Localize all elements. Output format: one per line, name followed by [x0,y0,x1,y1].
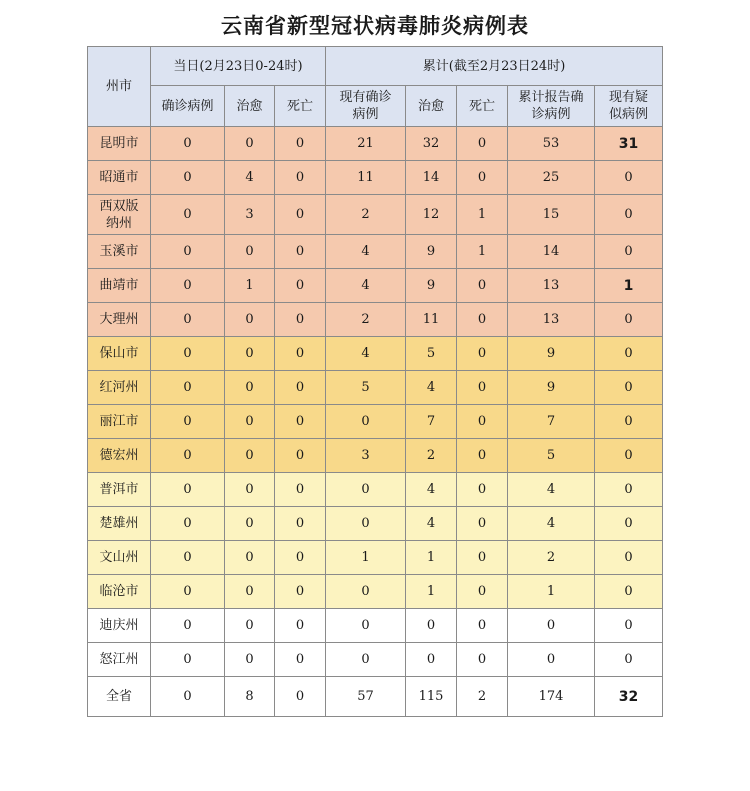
table-cell: 0 [225,643,275,677]
table-cell: 0 [225,337,275,371]
table-row [88,161,663,195]
table-cell: 1 [406,541,457,575]
table-cell: 174 [508,677,595,717]
table-cell: 0 [595,609,663,643]
table-cell: 0 [457,575,508,609]
table-cell: 0 [275,575,326,609]
table-cell: 0 [275,677,326,717]
table-cell: 9 [508,337,595,371]
table-cell: 0 [151,405,225,439]
table-cell: 0 [275,161,326,195]
table-cell: 0 [406,609,457,643]
table-cell: 11 [326,161,406,195]
table-cell: 8 [225,677,275,717]
table-cell: 2 [406,439,457,473]
table-cell: 0 [225,405,275,439]
table-cell: 9 [406,269,457,303]
table-cell: 0 [151,303,225,337]
table-cell: 4 [326,337,406,371]
table-cell: 0 [151,371,225,405]
table-row [88,405,663,439]
table-cell: 0 [595,643,663,677]
col-cum-cured: 治愈 [406,86,457,127]
page-title: 云南省新型冠状病毒肺炎病例表 [221,13,529,38]
table-cell: 31 [595,127,663,161]
region-name: 文山州 [88,541,151,575]
table-cell: 0 [225,541,275,575]
table-cell: 0 [595,575,663,609]
col-daily-cured: 治愈 [225,86,275,127]
region-name: 普洱市 [88,473,151,507]
table-row [88,473,663,507]
table-cell: 0 [595,303,663,337]
table-cell: 0 [275,235,326,269]
table-cell: 11 [406,303,457,337]
table-cell: 0 [225,507,275,541]
region-name: 曲靖市 [88,269,151,303]
table-row [88,575,663,609]
col-cum-confirmed: 累计报告确诊病例 [508,86,595,127]
table-cell: 32 [595,677,663,717]
table-cell: 0 [225,575,275,609]
table-cell: 0 [595,439,663,473]
region-name: 丽江市 [88,405,151,439]
table-cell: 0 [457,127,508,161]
table-row [88,507,663,541]
table-cell: 0 [508,609,595,643]
table-cell: 1 [326,541,406,575]
table-cell: 0 [275,269,326,303]
table-cell: 12 [406,195,457,235]
table-cell: 5 [508,439,595,473]
table-cell: 0 [275,643,326,677]
region-header: 州市 [88,47,151,127]
table-cell: 0 [457,507,508,541]
table-cell: 0 [275,303,326,337]
table-cell: 0 [151,337,225,371]
table-cell: 0 [326,609,406,643]
region-name: 西双版纳州 [88,195,151,235]
region-name: 红河州 [88,371,151,405]
table-cell: 0 [275,127,326,161]
table-cell: 0 [151,609,225,643]
table-cell: 25 [508,161,595,195]
table-cell: 57 [326,677,406,717]
table-cell: 5 [406,337,457,371]
table-cell: 0 [595,405,663,439]
table-cell: 0 [595,235,663,269]
table-row [88,127,663,161]
table-cell: 0 [326,473,406,507]
region-name: 昭通市 [88,161,151,195]
table-cell: 3 [225,195,275,235]
table-cell: 0 [275,195,326,235]
table-body [88,127,663,717]
table-row [88,235,663,269]
total-row [88,677,663,717]
table-cell: 0 [151,541,225,575]
table-cell: 0 [326,507,406,541]
daily-group-header: 当日(2月23日0-24时) [151,47,326,86]
table-row [88,609,663,643]
table-cell: 1 [457,195,508,235]
table-cell: 0 [595,371,663,405]
table-cell: 0 [151,235,225,269]
table-row [88,643,663,677]
table-row [88,541,663,575]
table-cell: 0 [595,195,663,235]
table-row [88,337,663,371]
table-cell: 0 [457,609,508,643]
table-cell: 13 [508,303,595,337]
table-cell: 9 [508,371,595,405]
table-cell: 0 [457,303,508,337]
table-cell: 0 [275,405,326,439]
table-cell: 0 [275,473,326,507]
table-cell: 0 [326,643,406,677]
table-cell: 1 [595,269,663,303]
table-cell: 0 [457,405,508,439]
table-cell: 4 [406,507,457,541]
table-cell: 0 [151,439,225,473]
table-cell: 4 [326,269,406,303]
table-row [88,269,663,303]
table-cell: 0 [151,643,225,677]
table-cell: 115 [406,677,457,717]
table-cell: 0 [225,439,275,473]
table-cell: 0 [275,371,326,405]
table-cell: 0 [151,473,225,507]
table-cell: 0 [595,161,663,195]
table-cell: 14 [406,161,457,195]
col-cum-deaths: 死亡 [457,86,508,127]
table-cell: 7 [508,405,595,439]
table-row [88,371,663,405]
table-cell: 0 [151,677,225,717]
table-cell: 13 [508,269,595,303]
region-name: 昆明市 [88,127,151,161]
table-cell: 0 [151,269,225,303]
table-row [88,439,663,473]
table-cell: 0 [151,507,225,541]
region-name: 保山市 [88,337,151,371]
table-cell: 7 [406,405,457,439]
region-name: 迪庆州 [88,609,151,643]
cumulative-group-header: 累计(截至2月23日24时) [326,47,663,86]
case-table [87,46,663,717]
table-cell: 0 [457,473,508,507]
table-cell: 0 [595,507,663,541]
table-cell: 0 [225,371,275,405]
table-cell: 0 [326,405,406,439]
col-daily-deaths: 死亡 [275,86,326,127]
col-suspected: 现有疑似病例 [595,86,663,127]
table-cell: 0 [275,507,326,541]
table-cell: 0 [508,643,595,677]
region-name: 德宏州 [88,439,151,473]
table-cell: 0 [151,127,225,161]
region-name: 临沧市 [88,575,151,609]
table-cell: 0 [275,609,326,643]
table-cell: 2 [326,195,406,235]
col-current-confirmed: 现有确诊病例 [326,86,406,127]
table-cell: 2 [457,677,508,717]
table-cell: 0 [457,269,508,303]
table-cell: 0 [457,371,508,405]
region-name: 玉溪市 [88,235,151,269]
table-cell: 0 [326,575,406,609]
table-cell: 0 [225,473,275,507]
region-name: 怒江州 [88,643,151,677]
table-cell: 0 [275,541,326,575]
table-cell: 2 [326,303,406,337]
table-cell: 0 [225,609,275,643]
table-cell: 4 [508,507,595,541]
table-cell: 15 [508,195,595,235]
table-cell: 0 [275,337,326,371]
table-cell: 0 [151,195,225,235]
table-cell: 4 [326,235,406,269]
table-cell: 21 [326,127,406,161]
table-cell: 4 [406,371,457,405]
table-cell: 1 [457,235,508,269]
table-cell: 0 [595,473,663,507]
table-cell: 0 [457,161,508,195]
table-cell: 4 [225,161,275,195]
table-cell: 0 [457,541,508,575]
table-cell: 0 [225,303,275,337]
table-cell: 1 [508,575,595,609]
table-cell: 0 [457,439,508,473]
table-cell: 4 [508,473,595,507]
table-cell: 0 [595,337,663,371]
region-name: 楚雄州 [88,507,151,541]
table-cell: 0 [225,127,275,161]
table-cell: 0 [406,643,457,677]
table-cell: 3 [326,439,406,473]
table-row [88,195,663,235]
table-cell: 0 [151,161,225,195]
table-cell: 53 [508,127,595,161]
table-cell: 0 [275,439,326,473]
table-cell: 0 [595,541,663,575]
table-cell: 0 [225,235,275,269]
table-cell: 1 [406,575,457,609]
table-cell: 5 [326,371,406,405]
table-cell: 2 [508,541,595,575]
table-cell: 9 [406,235,457,269]
table-cell: 1 [225,269,275,303]
table-row [88,303,663,337]
table-cell: 32 [406,127,457,161]
table-cell: 0 [457,337,508,371]
table-cell: 4 [406,473,457,507]
region-name: 全省 [88,677,151,717]
table-cell: 0 [151,575,225,609]
col-daily-confirmed: 确诊病例 [151,86,225,127]
table-cell: 0 [457,643,508,677]
region-name: 大理州 [88,303,151,337]
table-cell: 14 [508,235,595,269]
